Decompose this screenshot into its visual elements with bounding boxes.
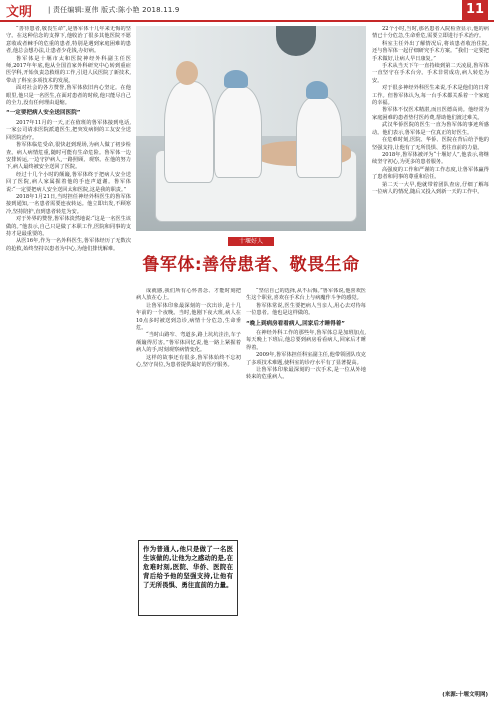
doctor-figure [296,96,342,178]
article-title: 鲁军体:善待患者、敬畏生命 [142,255,360,275]
article-photo [136,26,366,231]
newspaper-brand: 文明 [6,5,33,20]
header-meta: | 责任编辑:夏伟 版式:陈小艳 2018.11.9 [48,6,180,14]
paragraph: 鲁军体临危受命,很快赶到现场,为病人做了初步检查。病人病情危重,随时可能有生命危险。鲁军体一边安排转运,一边守护病人,一路照顾、观察。在他的努力下,病人最终被安全送回了医院。 [6,142,131,171]
paragraph: 2018年1月21日,当时担任神经外科医生的鲁军体接到通知,一名患者需要连夜转运。他立即出发,不顾寒冷,坚持陪护,直到患者转危为安。 [6,193,131,215]
paragraph: 鲁军体常说,医生要把病人当亲人,用心去对待每一位患者。他也是这样做的。 [246,302,366,317]
paragraph: 武汉华侨医院的医生一直为鲁军体的事迹所感动。他们表示,鲁军体是一位真正的好医生。 [372,122,489,136]
paragraph: 成就感,我们所有心怀善念、才能时刻把病人放在心上。 [136,288,241,302]
pull-quote-box: 作为普通人,他只是做了一名医生该做的,让他为之感动的是,在危难时刻,医院、华侨、医院在背后给予他的坚强支持,让他有了无所畏惧、勇往直前的力量。 [138,540,238,616]
title-block [136,237,366,285]
paragraph: 对于外界的赞誉,鲁军体淡然地说:“这是一名医生该做的。”他表示,自己只是做了本职工作,医院和同事的支持才是最重要的。 [6,216,131,237]
paragraph: 这样的故事还有很多,鲁军体始终不忘初心,坚守岗位,为患者提供最好的医疗服务。 [136,354,241,369]
column-4 [372,26,489,686]
subheading: “一定要把病人安全送回医院” [6,110,81,117]
source-credit: (来源:十堰文明网) [442,692,488,698]
paragraph: “善待患者,敬畏生命”,是鲁军体十几年来无悔的坚守。在这种信念的支撑下,他收治了很多其他医院不愿意收或者棘手的危重的患者,特别是遇到家庭困难的患者,他总会想办法,让患者少花钱,办好病。 [6,26,131,55]
paragraph: 22个小时,当时,那名患者入院检查显示,他的病情已十分危急,生命垂危,需要立即进行手术治疗。 [372,26,489,40]
doctor-figure [164,81,214,183]
paragraph: 让鲁军体印象最深刻的一次出诊,是十几年前的一个夜晚。当时,他刚下夜大班,病人在10点多时被送到急诊,病情十分危急,生命垂危。 [136,302,241,332]
doctor-figure [214,86,262,178]
column-2 [136,288,241,688]
paragraph: 鲁军体不仅医术精湛,而且医德高尚。他经常为家庭困难的患者垫付医药费,帮助他们渡过难关。 [372,107,489,121]
doctor-cap [306,81,328,99]
column-3 [246,288,366,688]
doctor-cap [224,70,248,88]
paragraph: 在神经外科工作的那些年,鲁军体总是加班加点,每天晚上下班后,他总要到病房看看病人,回家后才睡得着。 [246,330,366,351]
paragraph: 鲁军体是十堰市太和医院神经外科副主任医师,2017年年底,他从全国首家外科研究中心转到重症医学科,开始负责急救组的工作,引进人民医院了新技术,带动了科室多项技术的发展。 [6,55,131,84]
paragraph: “当时山路窄、弯道多,路上坑坑洼洼,车子颠簸得厉害。”鲁军体回忆说,他一路上紧握着病人的手,时刻观察病情变化。 [136,332,241,354]
paragraph: 让鲁军体印象最深刻的一次手术,是一位从外地转来的危重病人。 [246,367,366,381]
paragraph: 第二天一大早,他就带着团队查房,仔细了解每一位病人的情况,随后又投入到新一天的工作中。 [372,181,489,195]
page-header [0,0,494,22]
paragraph: 从医16年,作为一名外科医生,鲁军体经历了无数次的抢救,始终坚持以患者为中心,为他们排忧解难。 [6,238,131,252]
paragraph: 科室主任外出了解情况后,将该患者收治住院,还与鲁军体一起仔细研究手术方案。“我们一定要把手术做好,让病人早日康复。” [372,40,489,62]
column-1 [6,26,131,696]
subheading: “晚上到病房看看病人,回家后才睡得着” [246,320,345,327]
doctor-head [176,61,198,85]
paragraph: 面对社会的各方赞誉,鲁军体依旧内心坚定。在他眼里,他只是一名医生,在面对患者的时候,他只能尽自己的全力,没有任何理由退缩。 [6,85,131,107]
paragraph: 2009年,鲁军体担任科室副主任,他带领团队攻克了多项技术难题,使科室的诊疗水平有了显著提高。 [246,352,366,366]
paragraph: 手术从当天下午一直持续到第二天凌晨,鲁军体一直坚守在手术台旁。手术非常成功,病人转危为安。 [372,63,489,84]
paragraph: 高强度的工作和严谨的工作态度,让鲁军体赢得了患者和同事的尊重和信任。 [372,166,489,181]
paragraph: 2018年,鲁军体被评为“十堰好人”,他表示,将继续坚守初心,为更多的患者服务。 [372,151,489,166]
paragraph: 经过十几个小时的颠簸,鲁军体终于把病人安全送回了医院,病人家属握着他的手连声道谢。鲁军体说:“一定要把病人安全送回太和医院,这是我的职责。” [6,171,131,193]
paragraph: 2017年11月的一天,正在值班的鲁军体接到电话,一家公司请求医院派遣医生,把突发病倒的工友安全送回医院治疗。 [6,119,131,141]
page-number: 11 [462,0,488,20]
paragraph: “坚信自己的选择,从不后悔。”鲁军体说,他喜欢医生这个职业,喜欢在手术台上与病魔作斗争的感觉。 [246,288,366,302]
paragraph: 在危难时刻,医院、华侨、医院在背后给予他的坚强支持,让他有了无所畏惧、勇往直前的力量。 [372,137,489,151]
paragraph: 对于很多神经外科医生来说,手术是他们的日常工作。但鲁军体认为,每一台手术都关系着一个家庭的幸福。 [372,85,489,107]
section-tag: 十堰好人 [228,237,274,246]
